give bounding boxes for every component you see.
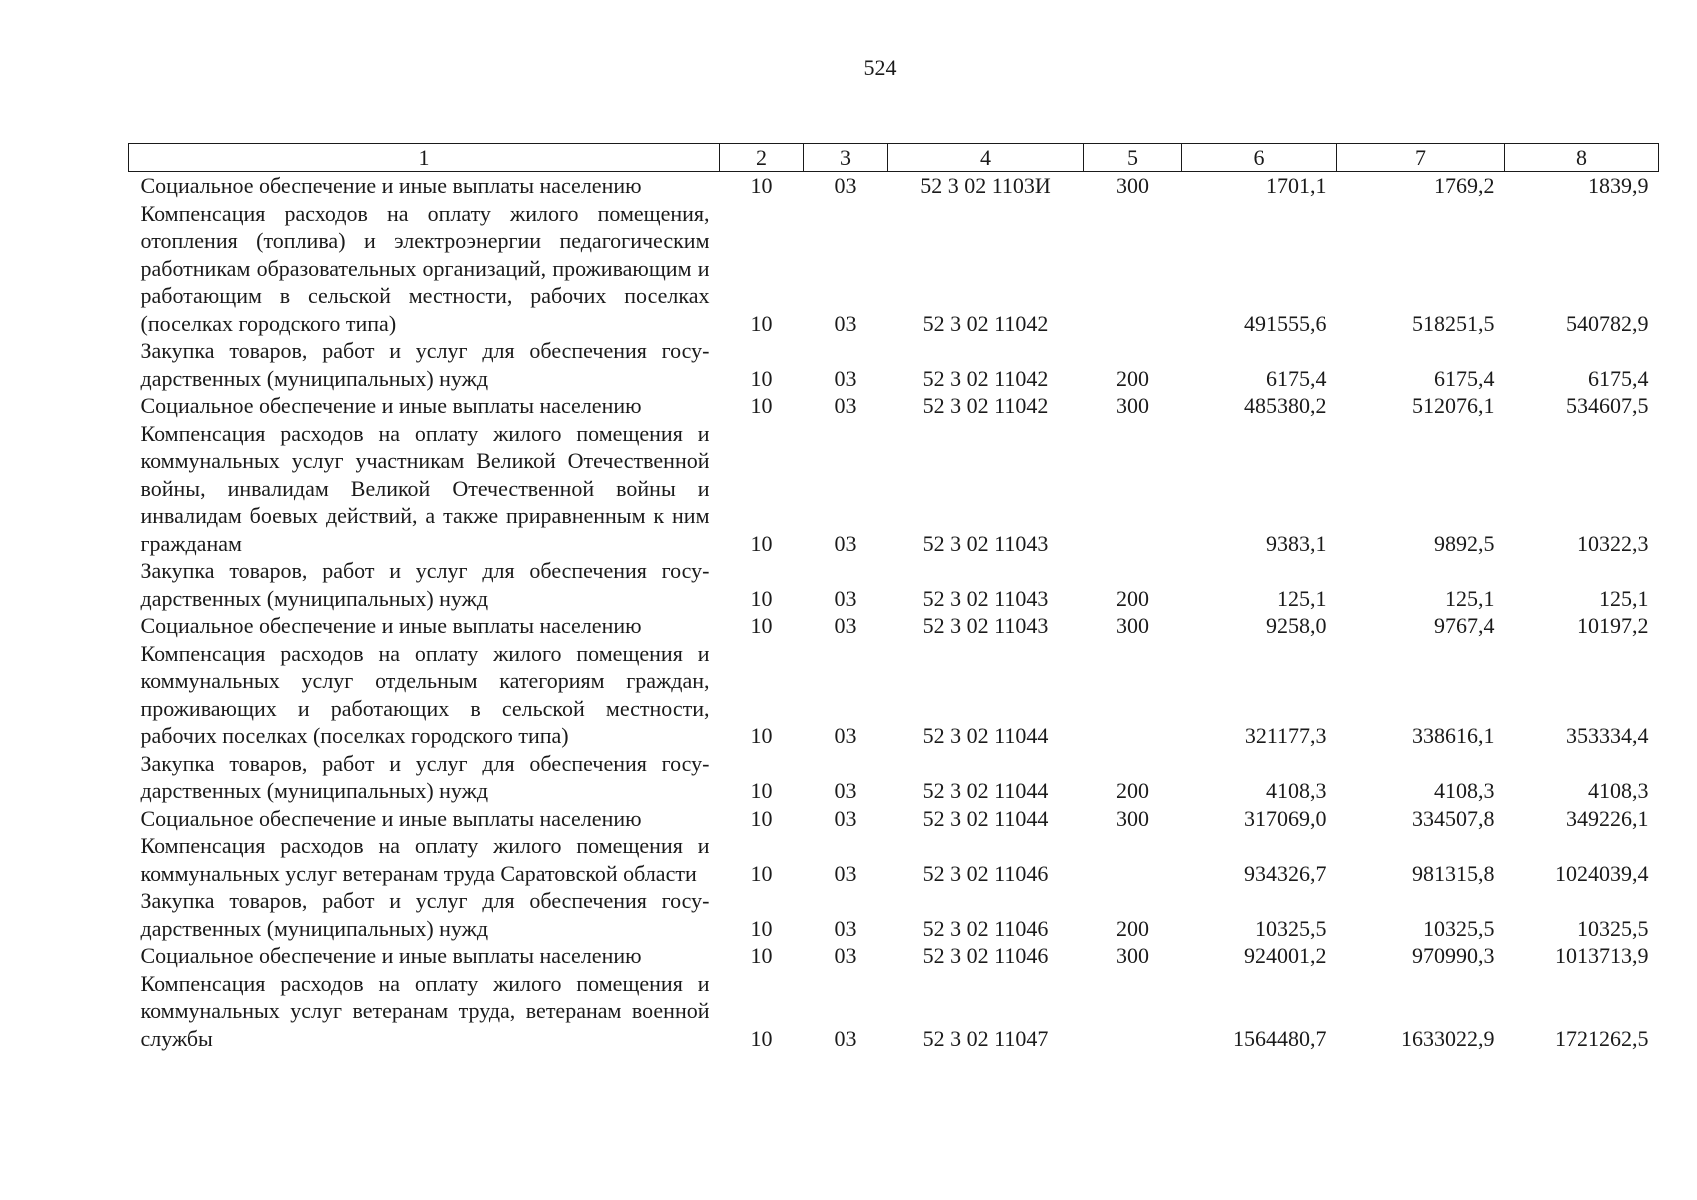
row-amount-year1: 125,1 bbox=[1277, 585, 1327, 611]
row-amount-year2: 125,1 bbox=[1445, 585, 1495, 611]
row-expense-type: 300 bbox=[1116, 173, 1149, 198]
row-target-code: 52 3 02 1103И bbox=[920, 173, 1051, 198]
row-amount-year1: 485380,2 bbox=[1244, 393, 1327, 418]
row-expense-type: 300 bbox=[1116, 613, 1149, 638]
row-target-code: 52 3 02 11042 bbox=[922, 365, 1049, 391]
row-expense-type: 300 bbox=[1116, 943, 1149, 968]
row-amount-year3: 10322,3 bbox=[1577, 530, 1649, 556]
row-amount-year3: 10325,5 bbox=[1577, 915, 1649, 941]
row-target-code: 52 3 02 11046 bbox=[922, 943, 1049, 968]
row-amount-year1: 934326,7 bbox=[1244, 860, 1327, 886]
row-amount-year1: 9258,0 bbox=[1266, 613, 1327, 638]
row-amount-year1: 1564480,7 bbox=[1233, 1025, 1327, 1051]
row-expense-type bbox=[1084, 420, 1182, 558]
row-amount-year1: 491555,6 bbox=[1244, 310, 1327, 336]
row-amount-year1: 9383,1 bbox=[1266, 530, 1327, 556]
row-target-code: 52 3 02 11042 bbox=[922, 310, 1049, 336]
row-amount-year2: 6175,4 bbox=[1434, 365, 1495, 391]
row-expense-type bbox=[1084, 640, 1182, 750]
row-amount-year2: 334507,8 bbox=[1412, 805, 1495, 831]
row-amount-year1: 6175,4 bbox=[1266, 365, 1327, 391]
row-amount-year2: 338616,1 bbox=[1412, 723, 1495, 748]
row-target-code: 52 3 02 11044 bbox=[922, 723, 1049, 748]
row-expense-type: 200 bbox=[1116, 365, 1149, 391]
row-amount-year3: 1013713,9 bbox=[1555, 943, 1649, 968]
row-section-code: 10 bbox=[750, 915, 773, 941]
row-target-code: 52 3 02 11047 bbox=[922, 1025, 1049, 1051]
row-section-code: 10 bbox=[750, 778, 773, 803]
row-description: Закупка товаров, работ и услуг для обеспечения государственных (муниципальных) нужд bbox=[140, 888, 710, 941]
row-subsection-code: 03 bbox=[834, 860, 857, 886]
column-number-1: 1 bbox=[129, 144, 720, 172]
row-section-code: 10 bbox=[750, 585, 773, 611]
column-number-5: 5 bbox=[1084, 144, 1182, 172]
row-amount-year3: 349226,1 bbox=[1566, 805, 1649, 831]
row-target-code: 52 3 02 11042 bbox=[922, 393, 1049, 418]
row-section-code: 10 bbox=[750, 860, 773, 886]
page-number: 524 bbox=[863, 55, 897, 80]
table-row bbox=[129, 420, 1659, 558]
row-expense-type bbox=[1084, 200, 1182, 338]
row-description: Социальное обеспечение и иные выплаты населению bbox=[140, 173, 642, 198]
row-description: Закупка товаров, работ и услуг для обеспечения государственных (муниципальных) нужд bbox=[140, 338, 710, 391]
row-expense-type: 300 bbox=[1116, 805, 1149, 831]
table-row bbox=[129, 172, 1659, 200]
row-expense-type: 200 bbox=[1116, 915, 1149, 941]
row-amount-year2: 518251,5 bbox=[1412, 310, 1495, 336]
table-header bbox=[129, 144, 1659, 172]
row-section-code: 10 bbox=[750, 805, 773, 831]
row-amount-year2: 10325,5 bbox=[1423, 915, 1495, 941]
row-section-code: 10 bbox=[750, 1025, 773, 1051]
row-section-code: 10 bbox=[750, 530, 773, 556]
row-section-code: 10 bbox=[750, 365, 773, 391]
row-section-code: 10 bbox=[750, 393, 773, 418]
row-description: Закупка товаров, работ и услуг для обеспечения государственных (муниципальных) нужд bbox=[140, 558, 710, 611]
row-subsection-code: 03 bbox=[834, 915, 857, 941]
row-amount-year2: 981315,8 bbox=[1412, 860, 1495, 886]
table-row bbox=[129, 832, 1659, 887]
row-amount-year2: 970990,3 bbox=[1412, 943, 1495, 968]
row-description: Компенсация расходов на оплату жилого помещения и коммунальных услуг отдельным категориям граждан, проживающих и работающих в сельской местности, рабочих поселках (поселках городского типа) bbox=[140, 640, 710, 748]
table-row bbox=[129, 942, 1659, 970]
row-subsection-code: 03 bbox=[834, 805, 857, 831]
row-amount-year1: 1701,1 bbox=[1266, 173, 1327, 198]
row-target-code: 52 3 02 11043 bbox=[922, 613, 1049, 638]
table-body bbox=[129, 172, 1659, 1053]
row-amount-year3: 1839,9 bbox=[1588, 173, 1649, 198]
row-target-code: 52 3 02 11046 bbox=[922, 915, 1049, 941]
row-description: Социальное обеспечение и иные выплаты населению bbox=[140, 393, 642, 418]
row-expense-type: 200 bbox=[1116, 585, 1149, 611]
row-expense-type: 200 bbox=[1116, 778, 1149, 803]
row-amount-year3: 353334,4 bbox=[1566, 723, 1649, 748]
row-expense-type bbox=[1084, 832, 1182, 887]
row-subsection-code: 03 bbox=[834, 723, 857, 748]
row-section-code: 10 bbox=[750, 173, 773, 198]
table-row bbox=[129, 640, 1659, 750]
column-number-row bbox=[129, 144, 1659, 172]
row-subsection-code: 03 bbox=[834, 585, 857, 611]
table-row bbox=[129, 200, 1659, 338]
row-expense-type bbox=[1084, 970, 1182, 1053]
row-expense-type: 300 bbox=[1116, 393, 1149, 418]
row-section-code: 10 bbox=[750, 943, 773, 968]
row-amount-year1: 317069,0 bbox=[1244, 805, 1327, 831]
row-subsection-code: 03 bbox=[834, 393, 857, 418]
row-subsection-code: 03 bbox=[834, 310, 857, 336]
row-subsection-code: 03 bbox=[834, 943, 857, 968]
table-row bbox=[129, 392, 1659, 420]
table-row bbox=[129, 887, 1659, 942]
row-amount-year1: 321177,3 bbox=[1244, 723, 1327, 748]
row-description: Компенсация расходов на оплату жилого помещения и коммунальных услуг ветеранам труда, ветеранам военной службы bbox=[140, 970, 710, 1051]
row-subsection-code: 03 bbox=[834, 173, 857, 198]
row-description: Социальное обеспечение и иные выплаты населению bbox=[140, 805, 642, 831]
row-amount-year1: 4108,3 bbox=[1266, 778, 1327, 803]
column-number-4: 4 bbox=[888, 144, 1084, 172]
row-amount-year3: 1024039,4 bbox=[1555, 860, 1649, 886]
row-amount-year3: 6175,4 bbox=[1588, 365, 1649, 391]
row-description: Закупка товаров, работ и услуг для обеспечения государственных (муниципальных) нужд bbox=[140, 750, 710, 803]
row-amount-year3: 540782,9 bbox=[1566, 310, 1649, 336]
row-amount-year2: 1769,2 bbox=[1434, 173, 1495, 198]
table-row bbox=[129, 970, 1659, 1053]
column-number-7: 7 bbox=[1337, 144, 1505, 172]
row-amount-year3: 125,1 bbox=[1599, 585, 1649, 611]
column-number-8: 8 bbox=[1505, 144, 1659, 172]
row-amount-year2: 9767,4 bbox=[1434, 613, 1495, 638]
row-target-code: 52 3 02 11044 bbox=[922, 805, 1049, 831]
table-row bbox=[129, 337, 1659, 392]
row-description: Компенсация расходов на оплату жилого помещения и коммунальных услуг участникам Великой Отечественной войны, инвалидам Великой Отечественной войны и инвалидам боевых действий, а также приравненным к ним гражданам bbox=[140, 420, 710, 556]
row-target-code: 52 3 02 11044 bbox=[922, 778, 1049, 803]
table-row bbox=[129, 805, 1659, 833]
row-subsection-code: 03 bbox=[834, 778, 857, 803]
row-amount-year1: 924001,2 bbox=[1244, 943, 1327, 968]
row-subsection-code: 03 bbox=[834, 530, 857, 556]
row-target-code: 52 3 02 11043 bbox=[922, 530, 1049, 556]
budget-table bbox=[128, 143, 1659, 1052]
column-number-3: 3 bbox=[804, 144, 888, 172]
row-amount-year1: 10325,5 bbox=[1255, 915, 1327, 941]
row-amount-year3: 4108,3 bbox=[1588, 778, 1649, 803]
row-description: Компенсация расходов на оплату жилого помещения, отопления (топлива) и электроэнергии педагогическим работникам образовательных организаций, проживающим и работающим в сельской местности, рабочих поселках (поселках городского типа) bbox=[140, 200, 710, 336]
row-section-code: 10 bbox=[750, 723, 773, 748]
row-amount-year2: 9892,5 bbox=[1434, 530, 1495, 556]
row-subsection-code: 03 bbox=[834, 365, 857, 391]
table-row bbox=[129, 750, 1659, 805]
row-section-code: 10 bbox=[750, 310, 773, 336]
table-row bbox=[129, 557, 1659, 612]
row-subsection-code: 03 bbox=[834, 1025, 857, 1051]
row-description: Социальное обеспечение и иные выплаты населению bbox=[140, 943, 642, 968]
column-number-2: 2 bbox=[720, 144, 804, 172]
row-section-code: 10 bbox=[750, 613, 773, 638]
row-description: Социальное обеспечение и иные выплаты населению bbox=[140, 613, 642, 638]
row-subsection-code: 03 bbox=[834, 613, 857, 638]
row-amount-year3: 534607,5 bbox=[1566, 393, 1649, 418]
row-target-code: 52 3 02 11043 bbox=[922, 585, 1049, 611]
row-amount-year3: 10197,2 bbox=[1577, 613, 1649, 638]
row-target-code: 52 3 02 11046 bbox=[922, 860, 1049, 886]
row-description: Компенсация расходов на оплату жилого помещения и коммунальных услуг ветеранам труда Саратовской области bbox=[140, 833, 710, 886]
column-number-6: 6 bbox=[1182, 144, 1337, 172]
table-row bbox=[129, 612, 1659, 640]
row-amount-year2: 1633022,9 bbox=[1401, 1025, 1495, 1051]
row-amount-year3: 1721262,5 bbox=[1555, 1025, 1649, 1051]
row-amount-year2: 4108,3 bbox=[1434, 778, 1495, 803]
row-amount-year2: 512076,1 bbox=[1412, 393, 1495, 418]
